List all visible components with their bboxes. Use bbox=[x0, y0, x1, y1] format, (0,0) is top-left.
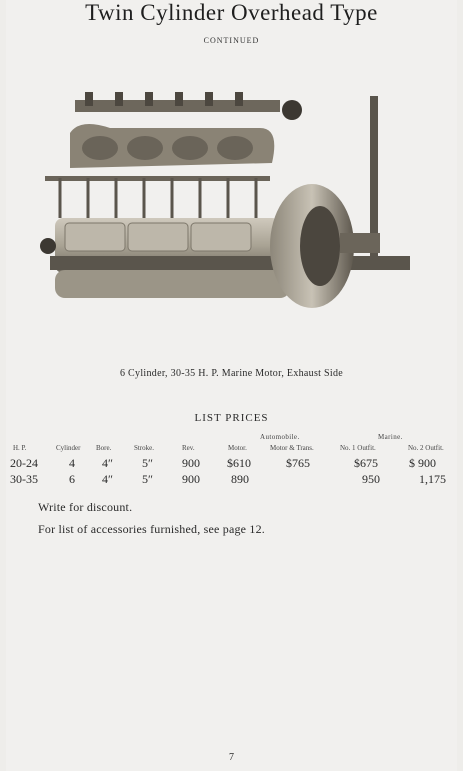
cell-bore: 4″ bbox=[102, 456, 113, 470]
cell-motor: 890 bbox=[231, 472, 249, 486]
cell-stroke: 5″ bbox=[142, 472, 153, 486]
cell-no1-outfit: 950 bbox=[362, 472, 380, 486]
col-header-motor-trans: Motor & Trans. bbox=[270, 444, 314, 452]
page-number: 7 bbox=[229, 752, 234, 763]
cell-hp: 20-24 bbox=[10, 456, 38, 470]
cell-stroke: 5″ bbox=[142, 456, 153, 470]
page-title: Twin Cylinder Overhead Type bbox=[85, 0, 378, 25]
cell-hp: 30-35 bbox=[10, 472, 38, 486]
col-header-hp: H. P. bbox=[13, 444, 27, 452]
prices-heading: LIST PRICES bbox=[194, 412, 269, 424]
col-header-cylinder: Cylinder bbox=[56, 444, 81, 452]
cell-no2-outfit: $ 900 bbox=[409, 456, 436, 470]
cell-motor: $610 bbox=[227, 456, 251, 470]
col-header-motor: Motor. bbox=[228, 444, 247, 452]
discount-note: Write for discount. bbox=[38, 500, 133, 514]
col-header-rev: Rev. bbox=[182, 444, 195, 452]
col-header-bore: Bore. bbox=[96, 444, 112, 452]
group-marine-label: Marine. bbox=[378, 433, 403, 441]
cell-rev: 900 bbox=[182, 472, 200, 486]
figure-caption: 6 Cylinder, 30-35 H. P. Marine Motor, Exhaust Side bbox=[119, 368, 344, 379]
page-subtitle: CONTINUED bbox=[203, 36, 260, 45]
cell-no1-outfit: $675 bbox=[354, 456, 378, 470]
col-header-no2-outfit: No. 2 Outfit. bbox=[408, 444, 444, 452]
cell-motor-trans: $765 bbox=[286, 456, 310, 470]
cell-bore: 4″ bbox=[102, 472, 113, 486]
cell-cylinder: 4 bbox=[69, 456, 75, 470]
cell-rev: 900 bbox=[182, 456, 200, 470]
group-automobile-label: Automobile. bbox=[260, 433, 300, 441]
cell-cylinder: 6 bbox=[69, 472, 75, 486]
col-header-no1-outfit: No. 1 Outfit. bbox=[340, 444, 376, 452]
engine-illustration bbox=[40, 88, 420, 328]
col-header-stroke: Stroke. bbox=[134, 444, 155, 452]
cell-no2-outfit: 1,175 bbox=[419, 472, 446, 486]
accessories-note: For list of accessories furnished, see page 12. bbox=[38, 522, 266, 536]
